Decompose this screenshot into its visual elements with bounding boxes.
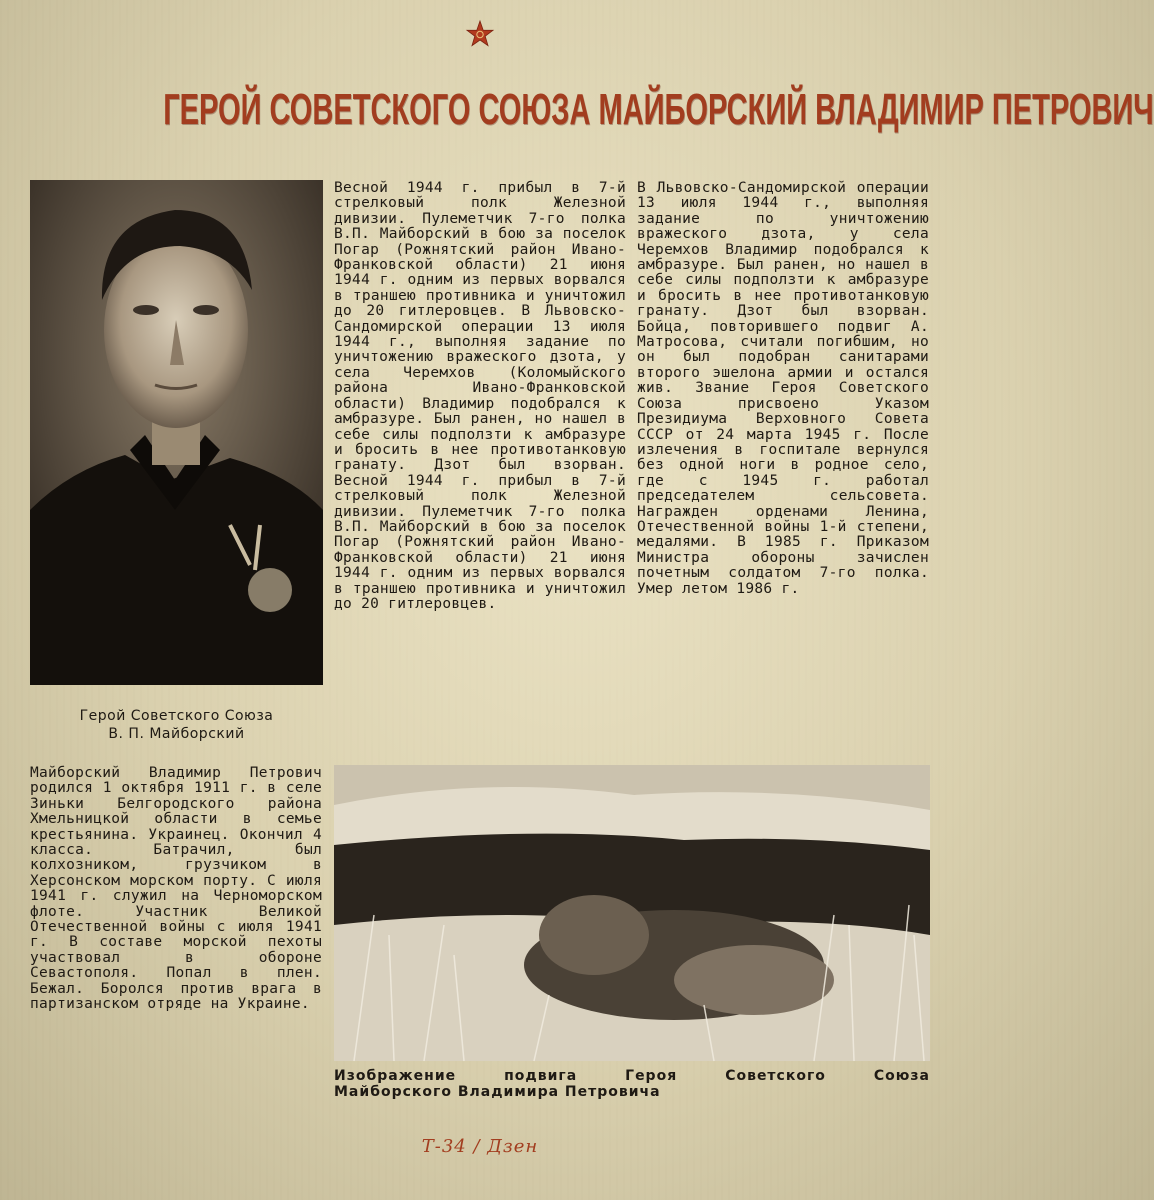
biography-column-middle: Весной 1944 г. прибыл в 7-й стрелковый полк Железной дивизии. Пулеметчик 7-го полка В.П. Майборский в бою за поселок Погар (Рожнятский район Ивано-Франковской области) 21 июня 1944 г. одним из первых ворвался в траншею противника и уничтожил до 20 гитлеровцев. В Львовско-Сандомирской операции 13 июля 1944 г., выполняя задание по уничтожению вражеского дзота, у села Черемхов (Коломыйского района Ивано-Франковской области) Владимир подобрался к амбразуре. Был ранен, но нашел в себе силы подползти к амбразуре и бросить в нее противотанковую гранату. Дзот был взорван. Весной 1944 г. прибыл в 7-й стрелковый полк Железной дивизии. Пулеметчик 7-го полка В.П. Майборский в бою за поселок Погар (Рожнятский район Ивано-Франковской области) 21 июня 1944 г. одним из первых ворвался в траншею противника и уничтожил до 20 гитлеровцев. bbox=[334, 180, 626, 612]
biography-column-right: В Львовско-Сандомирской операции 13 июля 1944 г., выполняя задание по уничтожению вражеского дзота, у села Черемхов Владимир подобрался к амбразуре. Был ранен, но нашел в себе силы подползти к амбразуре и бросить в нее противотанковую гранату. Дзот был взорван. Бойца, повторившего подвиг А. Матросова, считали погибшим, но он был подобран санитарами второго эшелона армии и остался жив. Звание Героя Советского Союза присвоено Указом Президиума Верховного Совета СССР от 24 марта 1945 г. После излечения в госпитале вернулся без одной ноги в родное село, где с 1945 г. работал председателем сельсовета. Награжден орденами Ленина, Отечественной войны 1-й степени, медалями. В 1985 г. Приказом Министра обороны зачислен почетным солдатом 7-го полка. Умер летом 1986 г. bbox=[637, 180, 929, 597]
battle-caption-line2: Майборского Владимира Петровича bbox=[334, 1084, 661, 1100]
battle-caption-line1: Изображение подвига Героя Советского Союза bbox=[334, 1068, 930, 1084]
biography-column-left: Майборский Владимир Петрович родился 1 октября 1911 г. в селе Зиньки Белгородского района Хмельницкой области в семье крестьянина. Украинец. Окончил 4 класса. Батрачил, был колхозником, грузчиком в Херсонском морском порту. С июля 1941 г. служил на Черноморском флоте. Участник Великой Отечественной войны с июля 1941 г. В составе морской пехоты участвовал в обороне Севастополя. Попал в плен. Бежал. Боролся против врага в партизанском отряде на Украине. bbox=[30, 765, 322, 1013]
portrait-caption-line2: В. П. Майборский bbox=[108, 726, 245, 742]
battle-photo bbox=[334, 765, 930, 1061]
battle-photo-caption bbox=[334, 1068, 930, 1100]
red-star-icon bbox=[466, 20, 494, 48]
portrait-photo bbox=[30, 180, 323, 685]
page-title: ГЕРОЙ СОВЕТСКОГО СОЮЗА МАЙБОРСКИЙ ВЛАДИМИР ПЕТРОВИЧ bbox=[163, 85, 1154, 134]
portrait-caption bbox=[30, 707, 323, 743]
source-credit: Т-34 / Дзен bbox=[421, 1136, 539, 1157]
portrait-caption-line1: Герой Советского Союза bbox=[79, 708, 274, 724]
